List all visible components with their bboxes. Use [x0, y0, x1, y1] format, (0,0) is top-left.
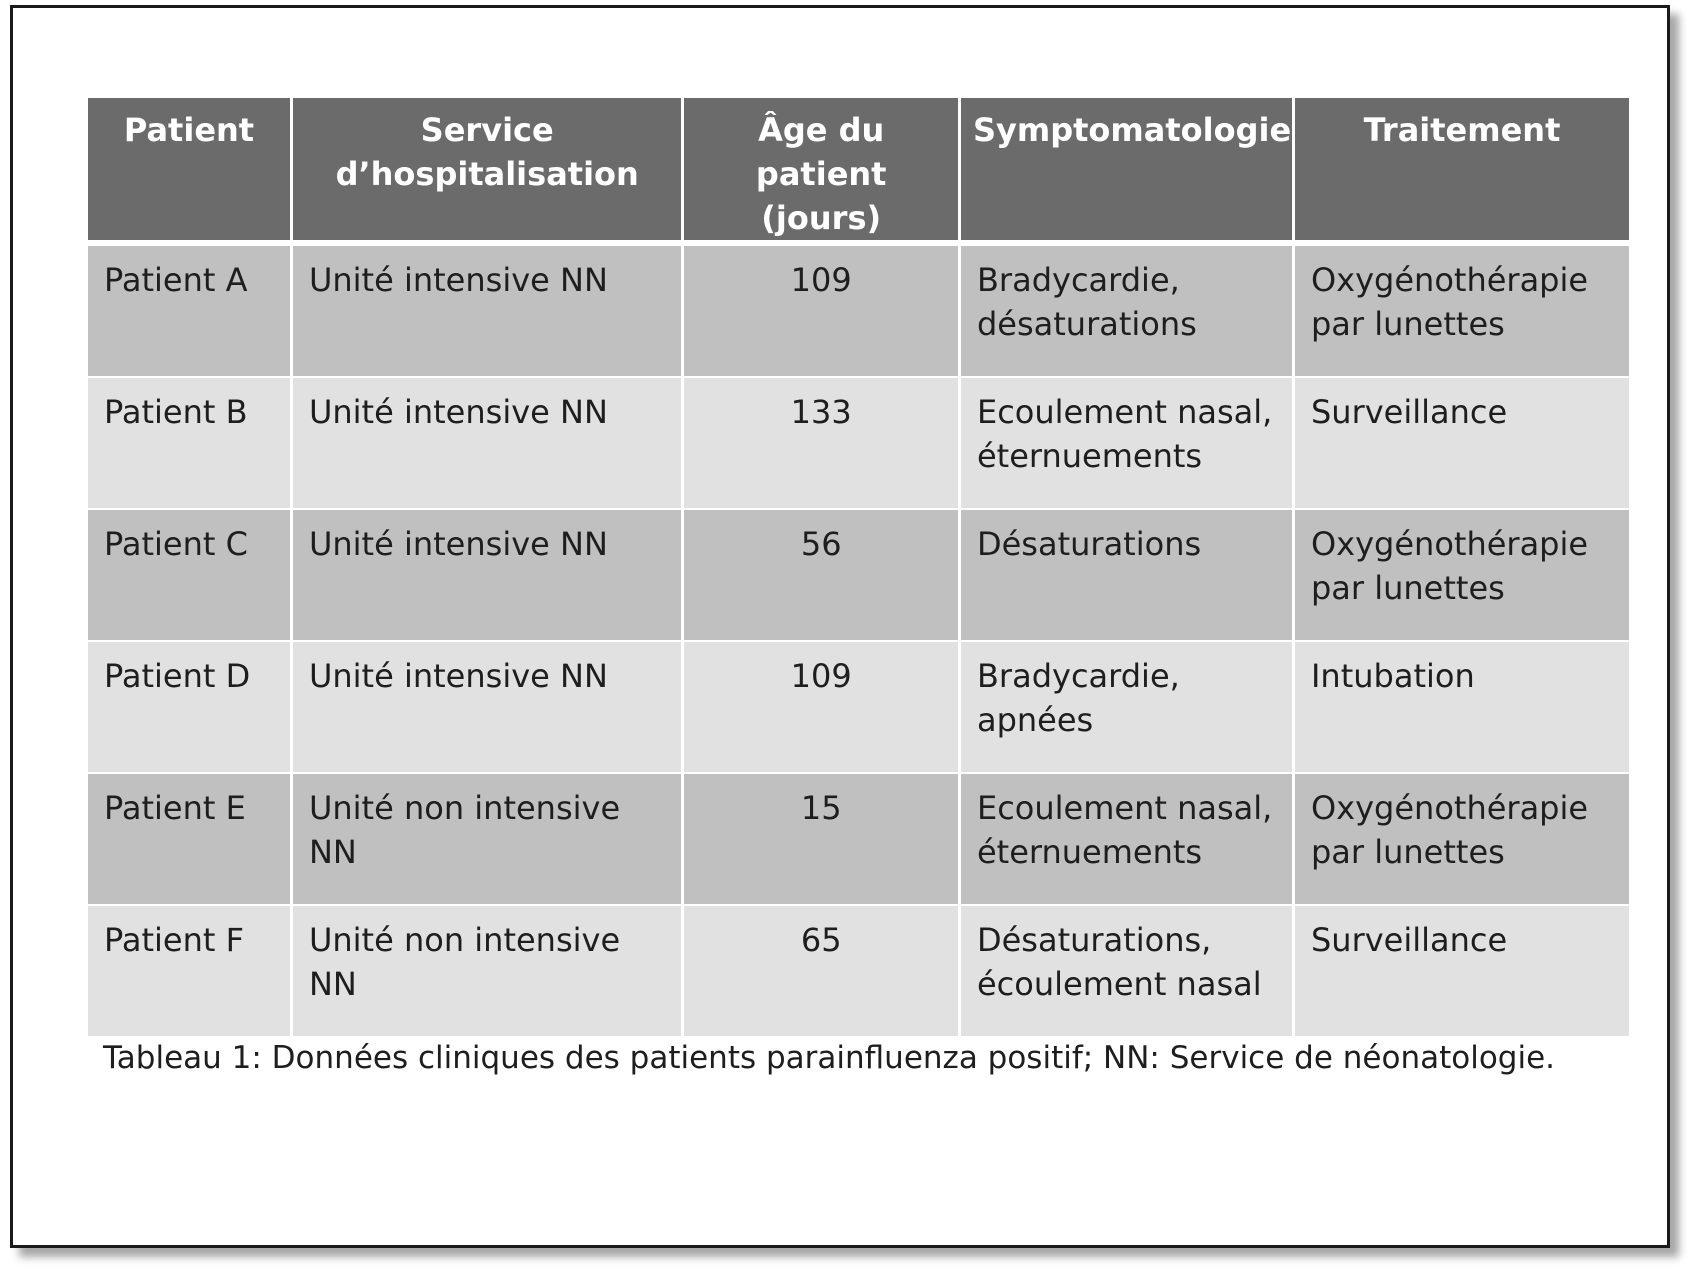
table-row [88, 378, 1629, 510]
cell-service: Unité intensive NN [293, 510, 684, 642]
cell-age: 65 [684, 906, 961, 1038]
cell-symptoms: Désaturations, écoulement nasal [961, 906, 1295, 1038]
header-service: Service d’hospitalisation [293, 98, 684, 246]
cell-symptoms: Désaturations [961, 510, 1295, 642]
table-row [88, 906, 1629, 1038]
cell-age: 56 [684, 510, 961, 642]
cell-treatment: Oxygénothérapie par lunettes [1295, 246, 1629, 378]
cell-age: 109 [684, 642, 961, 774]
cell-service: Unité intensive NN [293, 642, 684, 774]
cell-treatment: Oxygénothérapie par lunettes [1295, 510, 1629, 642]
cell-symptoms: Ecoulement nasal, éternuements [961, 378, 1295, 510]
document-page [10, 5, 1670, 1248]
table-row [88, 642, 1629, 774]
cell-symptoms: Bradycardie, apnées [961, 642, 1295, 774]
header-age: Âge du patient (jours) [684, 98, 961, 246]
cell-treatment: Surveillance [1295, 906, 1629, 1038]
cell-patient: Patient C [88, 510, 293, 642]
table-row [88, 774, 1629, 906]
table-row [88, 246, 1629, 378]
cell-age: 133 [684, 378, 961, 510]
table-row [88, 510, 1629, 642]
cell-patient: Patient B [88, 378, 293, 510]
cell-patient: Patient D [88, 642, 293, 774]
cell-service: Unité non intensive NN [293, 906, 684, 1038]
cell-patient: Patient E [88, 774, 293, 906]
cell-patient: Patient A [88, 246, 293, 378]
cell-age: 15 [684, 774, 961, 906]
header-patient: Patient [88, 98, 293, 246]
cell-symptoms: Bradycardie, désaturations [961, 246, 1295, 378]
cell-service: Unité intensive NN [293, 246, 684, 378]
table-header-row [88, 98, 1629, 246]
cell-service: Unité intensive NN [293, 378, 684, 510]
patient-table [88, 98, 1629, 1038]
cell-service: Unité non intensive NN [293, 774, 684, 906]
header-symptoms: Symptomatologie [961, 98, 1295, 246]
cell-patient: Patient F [88, 906, 293, 1038]
header-treatment: Traitement [1295, 98, 1629, 246]
cell-treatment: Intubation [1295, 642, 1629, 774]
cell-treatment: Surveillance [1295, 378, 1629, 510]
table-caption: Tableau 1: Données cliniques des patients parainfluenza positif; NN: Service de néonatologie. [103, 1040, 1556, 1076]
cell-age: 109 [684, 246, 961, 378]
cell-treatment: Oxygénothérapie par lunettes [1295, 774, 1629, 906]
cell-symptoms: Ecoulement nasal, éternuements [961, 774, 1295, 906]
